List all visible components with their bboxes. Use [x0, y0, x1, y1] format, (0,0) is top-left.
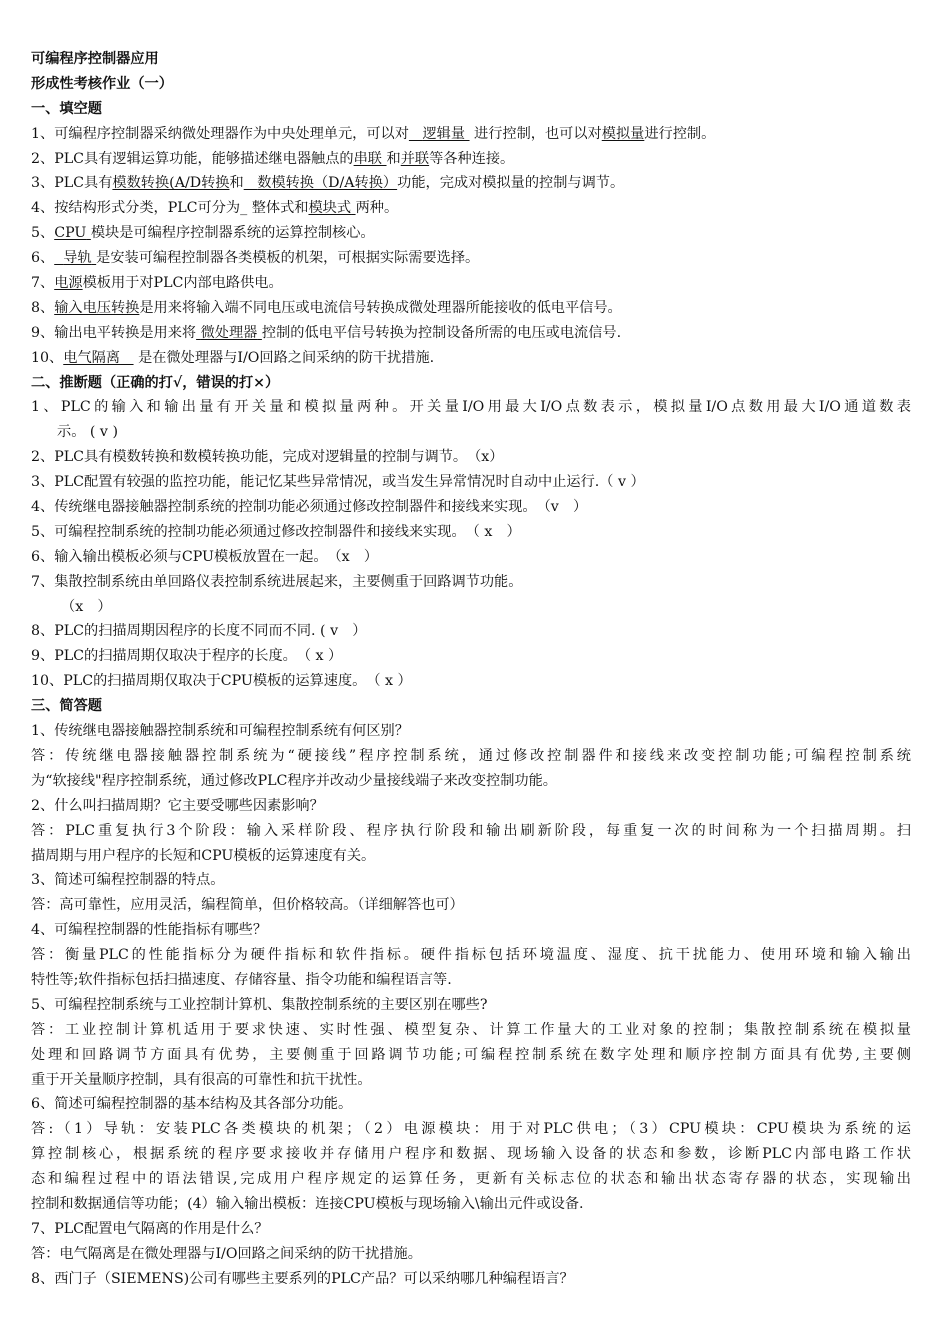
- answer-2-cont: 描周期与用户程序的长短和CPU模板的运算速度有关。: [31, 847, 376, 864]
- answer-5: 答：工业控制计算机适用于要求快速、实时性强、模型复杂、计算工作量大的工业对象的控制；集散控制系统在模拟量: [31, 1021, 911, 1038]
- fill-item-6: 6、 导轨 是安装可编程控制器各类模板的机架，可根据实际需要选择。: [31, 250, 480, 267]
- judge-item-9: 9、PLC的扫描周期仅取决于程序的长度。 （ x ）: [31, 648, 343, 665]
- answer-6: 答:（1）导轨：安装PLC各类模块的机架；（2）电源模块：用于对PLC供电；（3）CPU模块：CPU模块为系统的运: [31, 1121, 911, 1138]
- judge-item-4: 4、传统继电器接触器控制系统的控制功能必须通过修改控制器件和接线来实现。 （v ）: [31, 499, 588, 516]
- blank-answer: 数模转换（D/A转换）: [257, 175, 398, 192]
- question-8: 8、西门子（SIEMENS)公司有哪些主要系列的PLC产品？可以采纳哪几种编程语言？: [31, 1270, 574, 1287]
- fill-item-4: 4、按结构形式分类，PLC可分为_ 整体式和模块式 两种。: [31, 200, 399, 217]
- blank-answer: 并联: [400, 150, 430, 167]
- blank-answer: 模块式: [308, 200, 352, 217]
- answer-6-cont: 态和编程过程中的语法错误,完成用户程序规定的运算任务，更新有关标志位的状态和输出状态寄存器的状态，实现输出: [31, 1171, 911, 1188]
- fill-item-5: 5、CPU 模块是可编程序控制器系统的运算控制核心。: [31, 225, 375, 242]
- question-3: 3、简述可编程控制器的特点。: [31, 872, 225, 889]
- fill-item-7: 7、电源模板用于对PLC内部电路供电。: [31, 275, 283, 292]
- section2-heading: 二、推断题（正确的打√，错误的打×）: [31, 374, 280, 391]
- answer-1: 答：传统继电器接触器控制系统为“硬接线”程序控制系统，通过修改控制器件和接线来改变控制功能;可编程控制系统: [31, 747, 911, 764]
- judge-item-5: 5、可编程控制系统的控制功能必须通过修改控制器件和接线来实现。 （ x ）: [31, 523, 521, 540]
- answer-4: 答：衡量PLC的性能指标分为硬件指标和软件指标。硬件指标包括环境温度、湿度、抗干扰能力、使用环境和输入输出: [31, 947, 911, 964]
- judge-item-7: 7、集散控制系统由单回路仪表控制系统进展起来，主要侧重于回路调节功能。: [31, 573, 523, 590]
- question-1: 1、传统继电器接触器控制系统和可编程控制系统有何区别？: [31, 723, 409, 740]
- question-6: 6、简述可编程控制器的基本结构及其各部分功能。: [31, 1096, 353, 1113]
- fill-item-10: 10、电气隔离 是在微处理器与I/O回路之间采纳的防干扰措施.: [31, 349, 435, 366]
- blank-answer: 微处理器: [200, 324, 258, 341]
- judge-item-6: 6、输入输出模板必须与CPU模板放置在一起。 （x ）: [31, 548, 379, 565]
- judge-item-1: 1、PLC的输入和输出量有开关量和模拟量两种。开关量I/O用最大I/O点数表示，模拟量I/O点数用最大I/O通道数表: [31, 399, 911, 416]
- answer-2: 答：PLC重复执行3个阶段：输入采样阶段、程序执行阶段和输出刷新阶段，每重复一次的时间称为一个扫描周期。扫: [31, 822, 911, 839]
- fill-item-2: 2、PLC具有逻辑运算功能，能够描述继电器触点的串联 和并联等各种连接。: [31, 150, 515, 167]
- doc-subtitle: 形成性考核作业（一）: [31, 75, 173, 92]
- blank-answer: 导轨: [63, 250, 92, 267]
- blank-answer: 电源: [54, 275, 83, 292]
- fill-item-1: 1、可编程序控制器采纳微处理器作为中央处理单元，可以对 逻辑量 进行控制，也可以对模拟量进行控制。: [31, 122, 911, 147]
- judge-item-10: 10、PLC的扫描周期仅取决于CPU模板的运算速度。 （ x ）: [31, 673, 412, 690]
- fill-item-8: 8、输入电压转换是用来将输入端不同电压或电流信号转换成微处理器所能接收的低电平信号。: [31, 299, 622, 316]
- answer-5-cont: 重于开关量顺序控制，具有很高的可靠性和抗干扰性。: [31, 1071, 372, 1088]
- fill-item-3: 3、PLC具有模数转换(A/D转换和 数模转换（D/A转换）功能，完成对模拟量的控制与调节。: [31, 175, 625, 192]
- answer-5-cont: 处理和回路调节方面具有优势，主要侧重于回路调节功能;可编程控制系统在数字处理和顺序控制方面具有优势,主要侧: [31, 1046, 911, 1063]
- answer-1-cont: 为“软接线"程序控制系统，通过修改PLC程序并改动少量接线端子来改变控制功能。: [31, 772, 557, 789]
- answer-4-cont: 特性等;软件指标包括扫描速度、存储容量、指令功能和编程语言等.: [31, 971, 452, 988]
- question-4: 4、可编程控制器的性能指标有哪些？: [31, 922, 268, 939]
- answer-7: 答：电气隔离是在微处理器与I/O回路之间采纳的防干扰措施。: [31, 1245, 422, 1262]
- answer-3: 答：高可靠性，应用灵活，编程简单，但价格较高。（详细解答也可）: [31, 897, 464, 914]
- doc-title: 可编程序控制器应用: [31, 51, 159, 67]
- section1-heading: 一、填空题: [31, 100, 102, 117]
- blank-answer: 电气隔离: [63, 349, 121, 366]
- question-7: 7、PLC配置电气隔离的作用是什么？: [31, 1220, 269, 1237]
- blank-answer: 逻辑量: [422, 125, 466, 142]
- blank-answer: 模拟量: [601, 125, 645, 142]
- blank-answer: 模数转换(A/D转换: [112, 175, 230, 192]
- question-2: 2、什么叫扫描周期？它主要受哪些因素影响？: [31, 797, 324, 814]
- document-page: [31, 47, 911, 1292]
- blank-answer: 输入电压转换: [54, 299, 140, 316]
- answer-6-cont: 控制和数据通信等功能；(4）输入输出模板：连接CPU模板与现场输入\输出元件或设备.: [31, 1195, 584, 1212]
- blank-answer: 串联: [353, 150, 382, 167]
- judge-item-8: 8、PLC的扫描周期因程序的长度不同而不同. ( v ）: [31, 623, 367, 640]
- question-5: 5、可编程控制系统与工业控制计算机、集散控制系统的主要区别在哪些?: [31, 996, 488, 1013]
- judge-item-7-cont: （x ）: [61, 598, 112, 615]
- judge-item-1-cont: 示。 ( v ): [57, 424, 118, 441]
- blank-answer: CPU: [54, 225, 87, 242]
- judge-item-2: 2、PLC具有模数转换和数模转换功能，完成对逻辑量的控制与调节。 （x）: [31, 449, 504, 466]
- answer-6-cont: 算控制核心，根据系统的程序要求接收并存储用户程序和数据、现场输入设备的状态和参数，诊断PLC内部电路工作状: [31, 1146, 911, 1163]
- section3-heading: 三、简答题: [31, 698, 102, 715]
- fill-item-9: 9、输出电平转换是用来将 微处理器 控制的低电平信号转换为控制设备所需的电压或电流信号.: [31, 324, 622, 341]
- judge-item-3: 3、PLC配置有较强的监控功能，能记忆某些异常情况，或当发生异常情况时自动中止运行.（ v ）: [31, 474, 645, 491]
